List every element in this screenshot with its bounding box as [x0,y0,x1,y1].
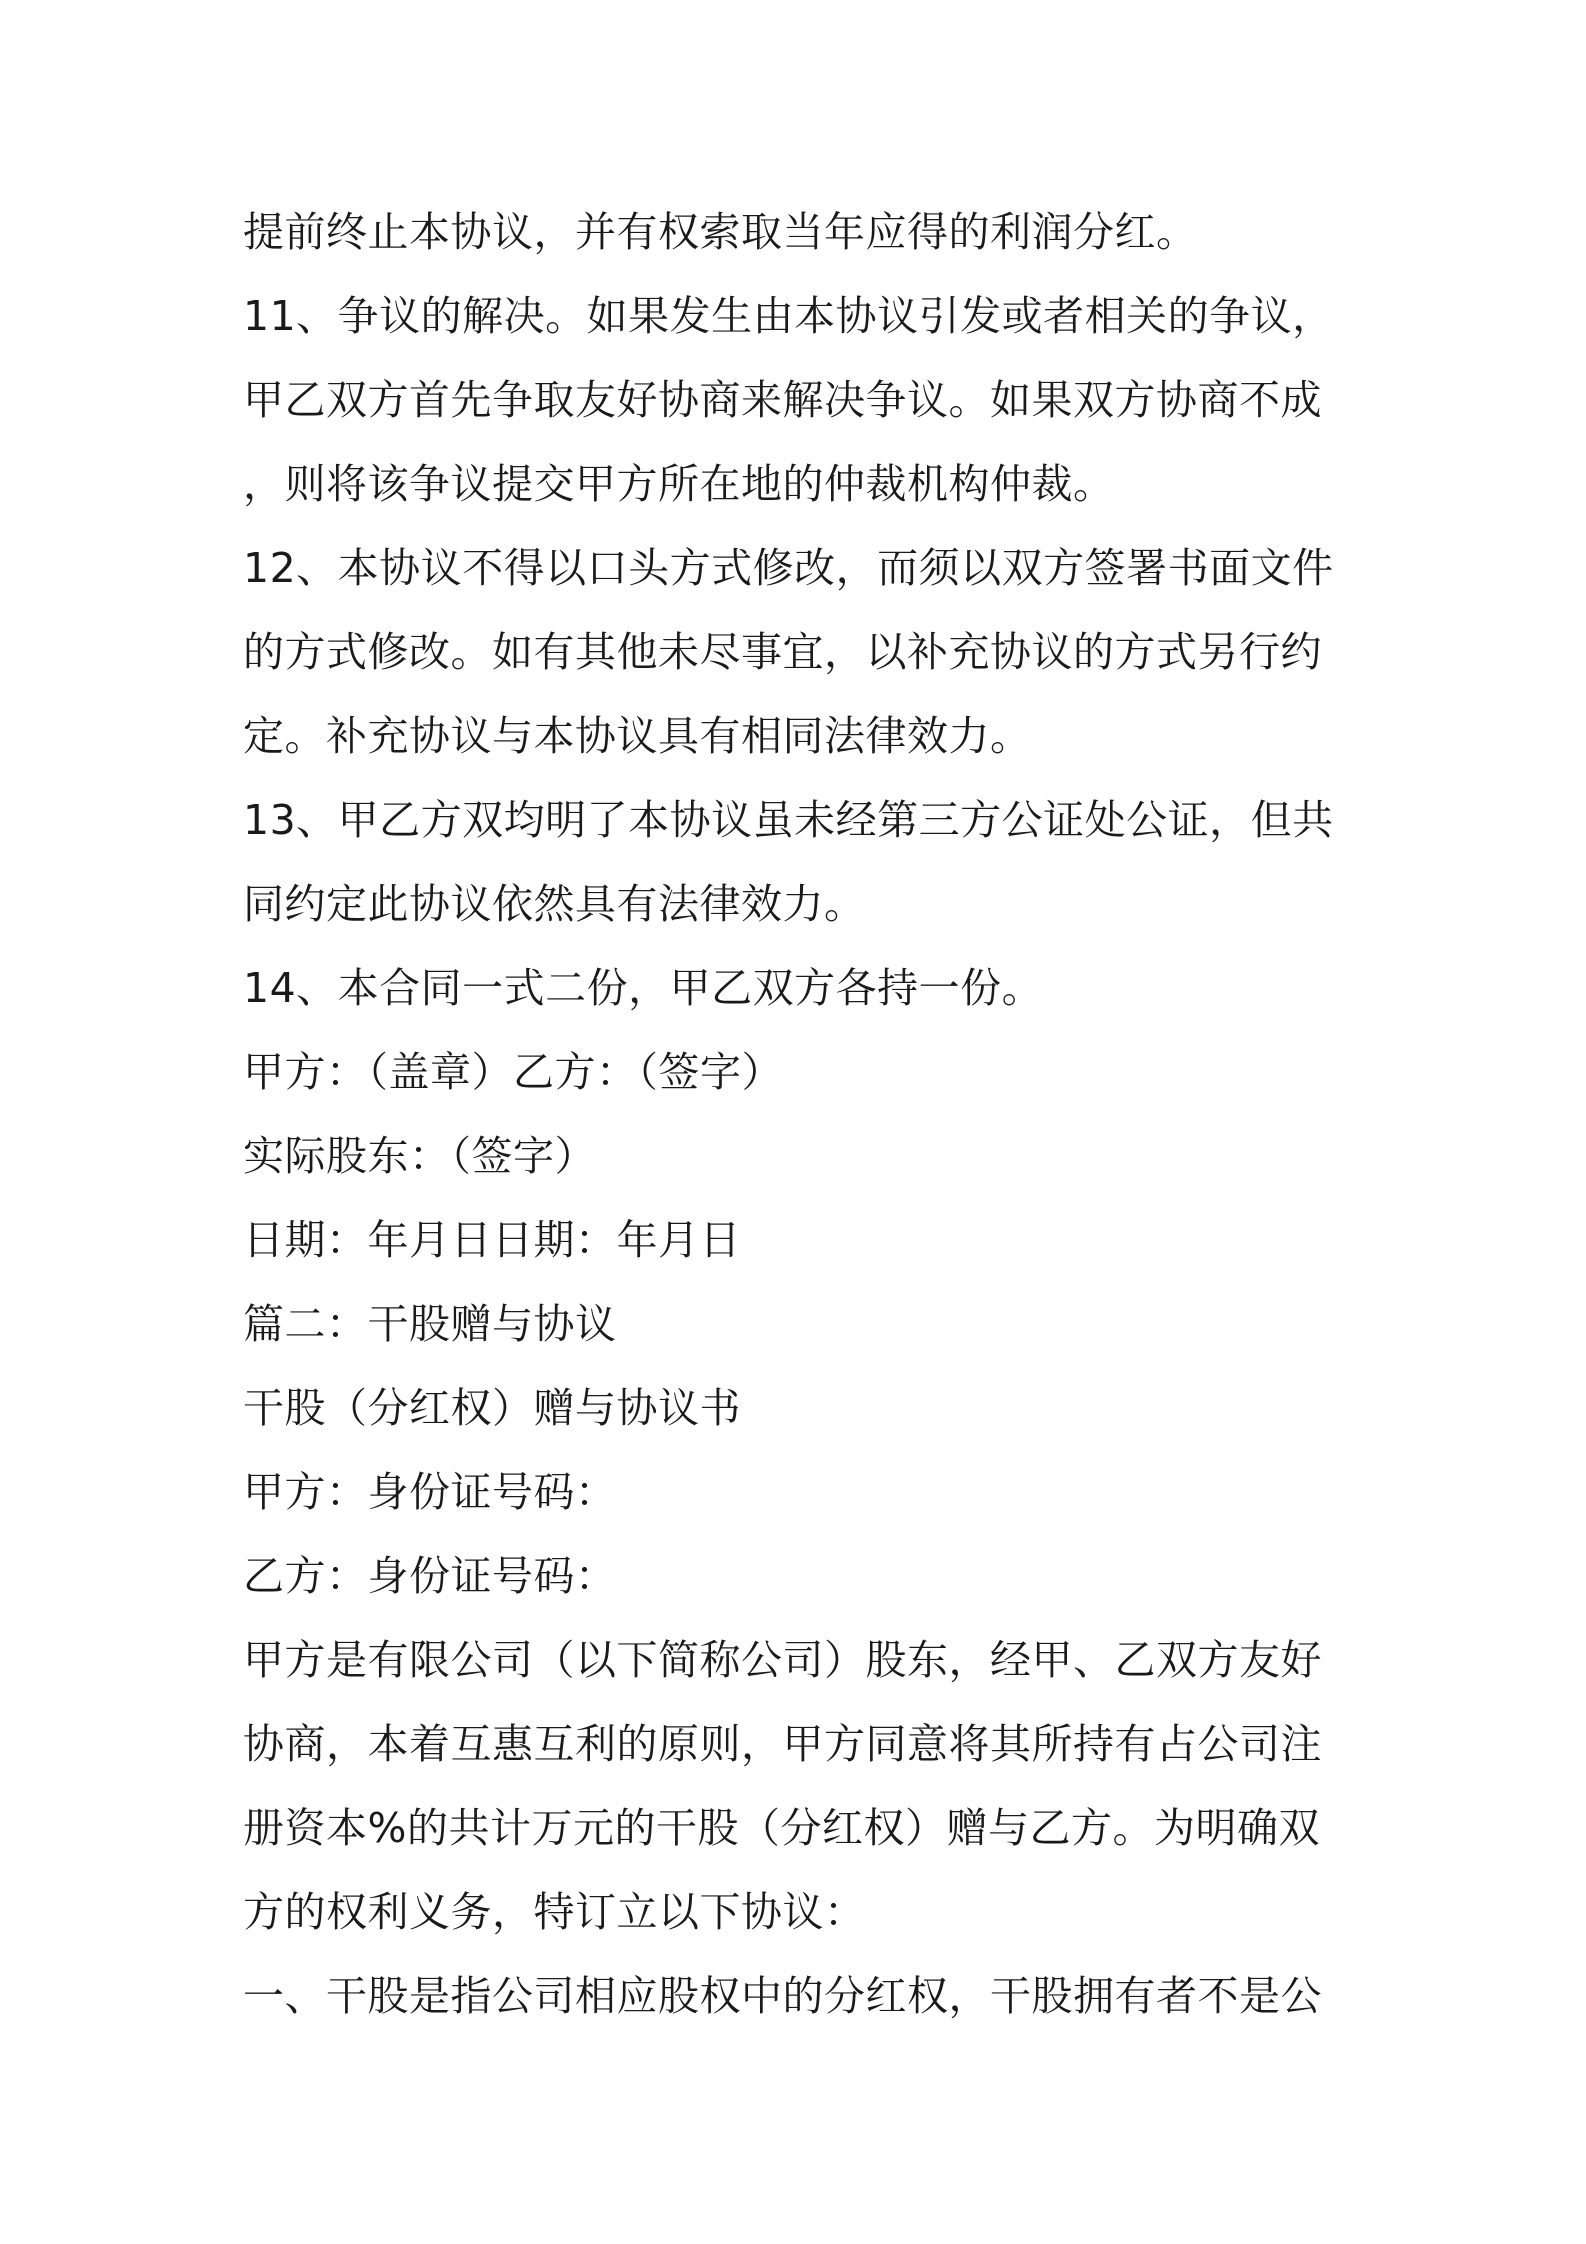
document-body [243,190,1353,2038]
text-line: 方的权利义务，特订立以下协议： [243,1888,866,1936]
text-line: 甲方：身份证号码： [243,1468,617,1516]
text-line: 干股（分红权）赠与协议书 [243,1384,741,1432]
text-line: ，则将该争议提交甲方所在地的仲裁机构仲裁。 [243,460,1115,508]
text-line: 日期：年月日日期：年月日 [243,1216,741,1264]
text-line: 12、本协议不得以口头方式修改，而须以双方签署书面文件 [243,544,1334,592]
text-line: 甲乙双方首先争取友好协商来解决争议。如果双方协商不成 [243,376,1322,424]
text-line: 实际股东：（签字） [243,1132,596,1180]
text-line: 篇二：干股赠与协议 [243,1300,617,1348]
text-line: 14、本合同一式二份，甲乙双方各持一份。 [243,964,1044,1012]
text-line: 定。补充协议与本协议具有相同法律效力。 [243,712,1032,760]
text-line: 甲方是有限公司（以下简称公司）股东，经甲、乙双方友好 [243,1636,1322,1684]
text-line: 同约定此协议依然具有法律效力。 [243,880,866,928]
text-line: 13、甲乙方双均明了本协议虽未经第三方公证处公证，但共 [243,796,1334,844]
text-line: 提前终止本协议，并有权索取当年应得的利润分红。 [243,208,1198,256]
text-line: 11、争议的解决。如果发生由本协议引发或者相关的争议， [243,292,1334,340]
text-line: 册资本%的共计万元的干股（分红权）赠与乙方。为明确双 [243,1804,1320,1852]
text-line: 的方式修改。如有其他未尽事宜，以补充协议的方式另行约 [243,628,1322,676]
text-line: 协商，本着互惠互利的原则，甲方同意将其所持有占公司注 [243,1720,1322,1768]
text-line: 甲方：（盖章）乙方：（签字） [243,1048,783,1096]
text-line: 一、干股是指公司相应股权中的分红权，干股拥有者不是公 [243,1972,1322,2020]
text-line: 乙方：身份证号码： [243,1552,617,1600]
